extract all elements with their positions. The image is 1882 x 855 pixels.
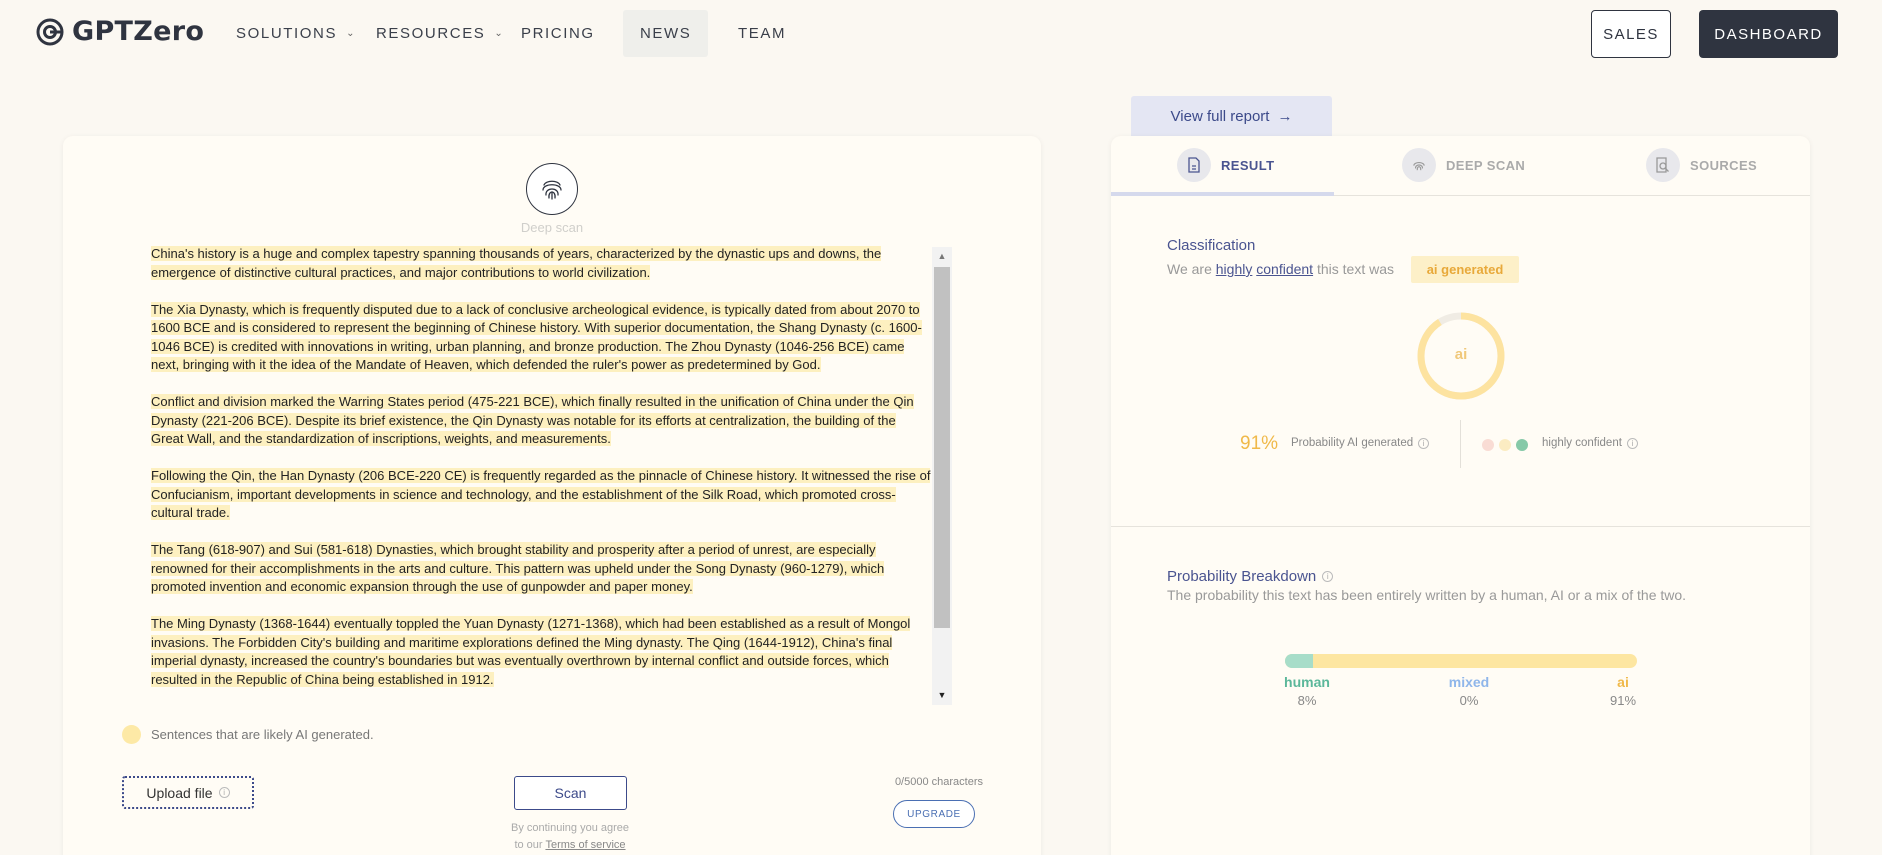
breakdown-subtitle: The probability this text has been entirely written by a human, AI or a mix of the two. [1167, 587, 1687, 603]
fingerprint-icon [538, 175, 566, 203]
tab-sources[interactable] [1646, 148, 1757, 182]
confidence-dot-high [1516, 439, 1528, 451]
top-nav [0, 0, 1882, 68]
sales-button[interactable]: SALES [1591, 10, 1671, 58]
nav-label: SOLUTIONS [236, 25, 338, 42]
tab-label: DEEP SCAN [1446, 157, 1526, 173]
nav-label: NEWS [640, 25, 692, 42]
agree-text: By continuing you agree [510, 822, 630, 834]
fingerprint-icon [1402, 148, 1436, 182]
chevron-down-icon: ⌄ [494, 28, 505, 39]
human-label: human [1284, 674, 1330, 690]
breakdown-title: Probability Breakdown i [1167, 568, 1333, 585]
ai-probability-value: 91% [1240, 433, 1279, 454]
info-icon[interactable]: i [1322, 571, 1333, 582]
nav-pricing[interactable] [521, 10, 595, 57]
ai-highlight-legend-dot [122, 725, 141, 744]
scan-button[interactable]: Scan [514, 776, 627, 810]
character-count: 0/5000 characters [894, 776, 983, 788]
scroll-down-arrow-icon[interactable]: ▼ [937, 690, 947, 700]
nav-solutions[interactable] [236, 10, 356, 57]
view-report-label: View full report [1170, 107, 1270, 125]
paragraph: The Xia Dynasty, which is frequently disputed due to a lack of conclusive archeological evidence, is typically dated from about 2070 to 1600 BCE and is considered to represent the beginning of Chinese history. With superior documentation, the Shang Dynasty (c. 1600-1046 BCE) is credited with innovations in writing, urban planning, and bronze production. The Zhou Dynasty (1046-256 BCE) came next, bringing with it the idea of the Mandate of Heaven, which defended the ruler's power as predetermined by God. [151, 301, 922, 372]
section-divider [1111, 526, 1810, 527]
deep-scan-label: Deep scan [520, 220, 584, 235]
legend-text: Sentences that are likely AI generated. [151, 727, 374, 742]
upload-file-button[interactable] [122, 776, 254, 809]
paragraph: Conflict and division marked the Warring States period (475-221 BCE), which finally resulted in the unification of China under the Qin Dynasty (221-206 BCE). Despite its brief existence, the Qin Dynasty was notable for its efforts at centralization, the building of the Great Wall, and the standardization of inscriptions, weights, and measurements. [151, 394, 914, 446]
deep-scan-button[interactable] [526, 163, 578, 215]
tab-label: SOURCES [1690, 157, 1758, 173]
ai-probability-label: Probability AI generated i [1291, 437, 1429, 449]
dashboard-button[interactable]: DASHBOARD [1699, 10, 1838, 58]
mixed-percent: 0% [1459, 693, 1479, 708]
nav-resources[interactable] [376, 10, 504, 57]
terms-notice [490, 820, 650, 854]
scrollbar-thumb[interactable] [934, 267, 950, 628]
search-doc-icon [1646, 148, 1680, 182]
confidence-dot-low [1482, 439, 1494, 451]
ai-label: ai [1617, 674, 1629, 690]
document-icon [1177, 148, 1211, 182]
logo[interactable] [36, 16, 204, 47]
nav-label: PRICING [521, 25, 595, 42]
chevron-down-icon: ⌄ [346, 28, 357, 39]
probability-bar [1285, 654, 1637, 668]
human-percent: 8% [1297, 693, 1317, 708]
nav-news[interactable] [623, 10, 708, 57]
logo-text: GPTZero [72, 16, 205, 47]
report-tabs [1111, 136, 1810, 196]
upload-label: Upload file [146, 784, 213, 801]
paragraph: China's history is a huge and complex tapestry spanning thousands of years, characterized by the dynastic ups and downs, the emergence of distinctive cultural practices, and major contributions to world civilization. [151, 246, 882, 280]
nav-team[interactable] [738, 10, 786, 57]
paragraph: Following the Qin, the Han Dynasty (206 BCE-220 CE) is frequently regarded as the pinnacle of Chinese history. It witnessed the rise of Confucianism, important developments in science and technology, and the establishment of the Silk Road, which promoted cross-cultural trade. [151, 468, 931, 520]
paragraph: The Ming Dynasty (1368-1644) eventually toppled the Yuan Dynasty (1271-1368), which had been established as a result of Mongol invasions. The Forbidden City's building and maritime explorations defined the Ming dynasty. The Qing (1644-1912), China's final imperial dynasty, increased the country's boundaries but was eventually overthrown by internal conflict and outside forces, which resulted in the Republic of China being established in 1912. [151, 616, 911, 687]
confidence-dots [1482, 439, 1528, 451]
confident-link[interactable]: confident [1256, 261, 1314, 277]
agree-prefix: to our [514, 839, 543, 851]
highly-link[interactable]: highly [1215, 261, 1253, 277]
classification-badge: ai generated [1411, 256, 1519, 283]
ai-percent: 91% [1609, 693, 1637, 708]
probability-bar-human [1285, 654, 1313, 668]
upgrade-button[interactable]: UPGRADE [893, 800, 975, 828]
scroll-up-arrow-icon[interactable]: ▲ [937, 251, 947, 261]
nav-label: TEAM [738, 25, 787, 42]
active-tab-indicator [1111, 192, 1334, 196]
terms-link[interactable]: Terms of service [545, 839, 626, 851]
paragraph: The Tang (618-907) and Sui (581-618) Dynasties, which brought stability and prosperity after a period of unrest, are especially renowned for their accomplishments in the arts and culture. This pattern was upheld under the Song Dynasty (960-1279), which promoted invention and economic expansion through the use of gunpowder and paper money. [151, 542, 885, 594]
info-icon[interactable]: i [219, 787, 230, 798]
confidence-dot-medium [1499, 439, 1511, 451]
info-icon[interactable]: i [1418, 438, 1429, 449]
mixed-label: mixed [1448, 674, 1490, 690]
tab-label: RESULT [1221, 157, 1275, 173]
text-scrollbar[interactable] [932, 247, 952, 705]
info-icon[interactable]: i [1627, 438, 1638, 449]
donut-label: ai [1454, 346, 1468, 363]
nav-label: RESOURCES [376, 25, 486, 42]
input-text-area[interactable] [147, 245, 952, 705]
divider [1460, 420, 1461, 468]
gptzero-logo-icon [36, 18, 64, 46]
view-full-report-button[interactable] [1131, 96, 1332, 136]
tab-result[interactable] [1177, 148, 1274, 182]
confidence-label: highly confident i [1542, 437, 1638, 449]
tab-deep-scan[interactable] [1402, 148, 1525, 182]
arrow-right-icon: → [1277, 107, 1293, 125]
classification-sentence: We are highly confident this text was [1167, 261, 1394, 277]
classification-title: Classification [1167, 237, 1256, 254]
